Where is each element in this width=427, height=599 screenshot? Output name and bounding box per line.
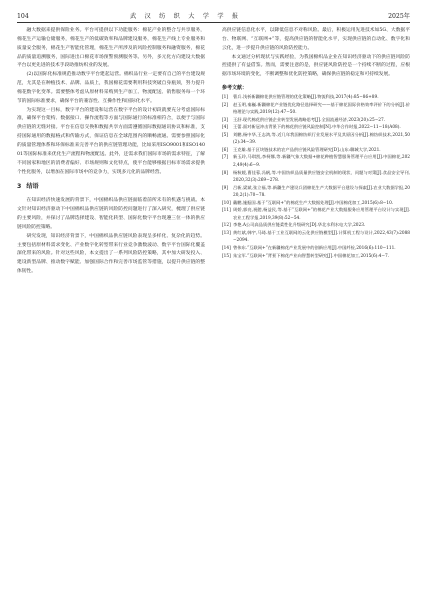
reference-number: [1]: [222, 95, 229, 101]
section-heading: [17, 181, 205, 193]
issue-year: 2025年: [388, 13, 410, 20]
reference-text: 杨秋媛,曹佳蓉,冯帆,等.中国纺织品质量供应链安全机制的现状、问题与对策[J].食品安全导刊,2020,32(3):269−278.: [233, 170, 410, 184]
reference-number: [12]: [222, 223, 231, 229]
body-paragraph: 融大数据来提供保险业务。平台可提供以下功能服务：棉花产业的整合与共享服务，棉花生产运输仓储服务，棉花生产的低碳效率和品牌建设服务，棉花生产线上专业服务和质量安全服务，棉花生产智能化管理，棉花生产所涉及的风险控制服务和融资服务，棉花品的质量追溯服务，国际进出口棉花市场预警预测服务等。另外，多元化方向建设大数据平台以更先进的技术手段助推纺织业的发展。: [17, 28, 205, 69]
reference-number: [4]: [222, 125, 229, 131]
header-rule: [17, 22, 410, 23]
reference-item: [222, 253, 410, 261]
reference-item: [222, 170, 410, 185]
reference-item: [222, 245, 410, 253]
reference-item: [222, 117, 410, 125]
journal-title: 武 汉 纺 织 大 学 学 报: [130, 13, 242, 20]
reference-item: [222, 185, 410, 200]
reference-text: 赵玉明,秦巍.新疆棉花产业链优化路径选择研究——基于棉花国际价格效率评价下的分析[J].价格理论与实践,2019(12):47−50.: [233, 102, 410, 116]
body-paragraph: (2)以国际化标准规范推动数字平台建起运营。棉织品行业一定要有自己的平台建设规范，尤其是在种植技术、品牌、品质上，我国棉花需要利用科技突破自身瓶颈，努力提升棉花数字化变革。需要整体考虑从原材料采购到生产加工、物流配送、销售服务每一个环节的国际标准要求，确保平台的兼容性、互操作性和国际化水平。: [17, 72, 205, 104]
reference-item: [222, 124, 410, 132]
body-paragraph: 为实现这一目标，数字平台的建设和运营在数字平台的设计初段就要充分考虑国际标准，确保平台架构、数据接口、操作流程等方面与国际通行的标准相符合，以便于与国际供应链的无缝对接。平台在信息交换和数据共享方面需遵循国际数据通讯协议和标准，支持国际通用的数据格式和传输方式，保证信息在全球范围内的顺畅流通。需要参照国际化的质量管理体系和环保标准来完善平台的供应链管理功能，比如采用ISO9001和ISO14001等国际标准来优化生产流程和物流配送。此外，还需求我们国际市场的需求特征，了解不同国家和地区的消费者偏好、市场规则和文化特点，使平台能够根据目标市场需求提供个性化服务，以增加在国际市场中的竞争力，实现多元化的品牌经营。: [17, 107, 205, 175]
reference-text: 王克雄.基于区块链技术的农产品供应链风险管理研究[D].山东:聊城大学,2021.: [233, 147, 381, 153]
reference-number: [9]: [222, 185, 229, 191]
reference-item: [222, 132, 410, 147]
reference-item: [222, 154, 410, 169]
reference-number: [2]: [222, 102, 229, 108]
reference-item: [222, 102, 410, 117]
body-paragraph: 本文通过分析现状与实践经验，为我国棉织品企业在知识经济驱动下的供应链风险防控提供了有益借鉴。然而，需要注意的是，供应链风险防控是一个持续不断的过程，应根据市场环境的变化，不断调整和优化防控策略，确保供应链的稳定和可持续发展。: [222, 54, 410, 78]
reference-number: [15]: [222, 253, 231, 259]
reference-item: [222, 94, 410, 102]
reference-text: 刘鹏,杨中华,王志鸿,等.近几年我国棉纺织行业发展水平及其原因分析[J].棉纺织技术,2021,50(2):34−39.: [233, 132, 410, 146]
references-heading: 参考文献：: [222, 85, 248, 92]
reference-number: [7]: [222, 155, 229, 161]
reference-text: 戴鹏,施振国.基于“互联网+”的棉花生产大数据处理[J].中国棉花加工,2015(6):8−10.: [233, 200, 394, 206]
conclusion-paragraph: 研究发现，知识经济背景下，中国棉织品供应链风险表现呈多样化、复杂化的趋势。主要包括原材料需求变化、产业数字化转型带来行业竞争激数波动、数字平台国际化覆盖深化带来的风险。针对这些风险，本文提出了一系列风险防控策略，其中加大研发投入、建设新型品牌、推动数字赋能、加强国际合作和完善市场监管等措施，以提升供应链的整体韧性。: [17, 233, 205, 275]
reference-number: [10]: [222, 200, 231, 206]
reference-text: 曾伟东.“互联网+”在新疆棉花产业发展中的创新应用[J].中国纤检,2016(6):110−111.: [233, 246, 396, 251]
reference-text: 黄红斌,韩宇,马琦.基于工业互联网的云化供应链模型[J].计算机工程与设计,2022,43(7):2088−2094.: [233, 230, 410, 244]
right-column: [222, 27, 410, 260]
conclusion-paragraph: 在知识经济快速发展的背景下，中国棉织品供应链面临着前所未有的机遇与挑战。本文针对知识经济驱动下中国棉织品供应链的风险防控问题进行了深入研究，梳理了供应链的主要风险，并探讨了品牌选择建设、智能化转型、国际化数字平台现遵三位一体的供应链风险防控策略。: [17, 198, 205, 230]
reference-item: [222, 147, 410, 155]
reference-item: [222, 207, 410, 222]
body-paragraph: 高供应链信息化水平，以降低信息不对称风险。最后，积极运用先进技术如5G、大数据平台、物联网、“互联网+”等，提高供应链的智能化水平，实现供应链的自动化、数字化和云化，进一步提升供应链的风险防控能力。: [222, 28, 410, 51]
reference-number: [11]: [222, 208, 231, 214]
reference-number: [6]: [222, 147, 229, 153]
reference-text: 吕新,梁斌,张立福,等.新疆生产建设兵团棉花生产大数据平台建设与探索[J].农业大数据学报,2020,2(1):70−78.: [233, 185, 410, 199]
reference-number: [13]: [222, 230, 231, 236]
reference-number: [3]: [222, 117, 229, 123]
reference-item: [222, 230, 410, 245]
left-column: [17, 27, 205, 277]
reference-number: [8]: [222, 170, 229, 176]
reference-text: 李艳.A公司高品质供应链柔性化升级研究[D].华北水利水电大学,2023.: [233, 223, 366, 229]
section-number: 3: [17, 183, 22, 191]
reference-text: 朱宝军.“互联网+”背景下棉花产业向智慧转型研究[J].中国棉花加工,2015(6):4−7.: [233, 253, 390, 259]
reference-list: [222, 94, 410, 260]
reference-item: [222, 222, 410, 230]
reference-text: 周娇,郭亮,祝懿,杨益民,等.基于“互联网+”的棉花产业大数据服务应用管理平台设计与实现[J].农业工程学报,2019,39(8):52−54.: [233, 208, 410, 221]
section-title: 结语: [26, 183, 39, 191]
reference-text: 王蕾.面对新冠冲击背景下的棉花供应链风险控制[N].中华合作时报,2022−11−18(A08).: [233, 125, 401, 131]
reference-item: [222, 200, 410, 208]
reference-number: [5]: [222, 132, 229, 138]
reference-text: 曹兵.浅析新疆棉花供应链管理的优化策略[J].物流科技,2017(4):85−86+89.: [233, 95, 379, 101]
page-number: 104: [17, 13, 29, 20]
reference-text: 新玉玲,马琪凯,李柯娜,等.新疆气象大数据+棉花种植智慧服务管理平台应用[J].中国棉花,2022,49(4):6−9.: [233, 155, 410, 168]
reference-text: 王舒.现代棉花供应链企业转型发展战略思考[J].全国流通经济,2023(20):25−27.: [233, 117, 386, 123]
reference-number: [14]: [222, 246, 231, 251]
